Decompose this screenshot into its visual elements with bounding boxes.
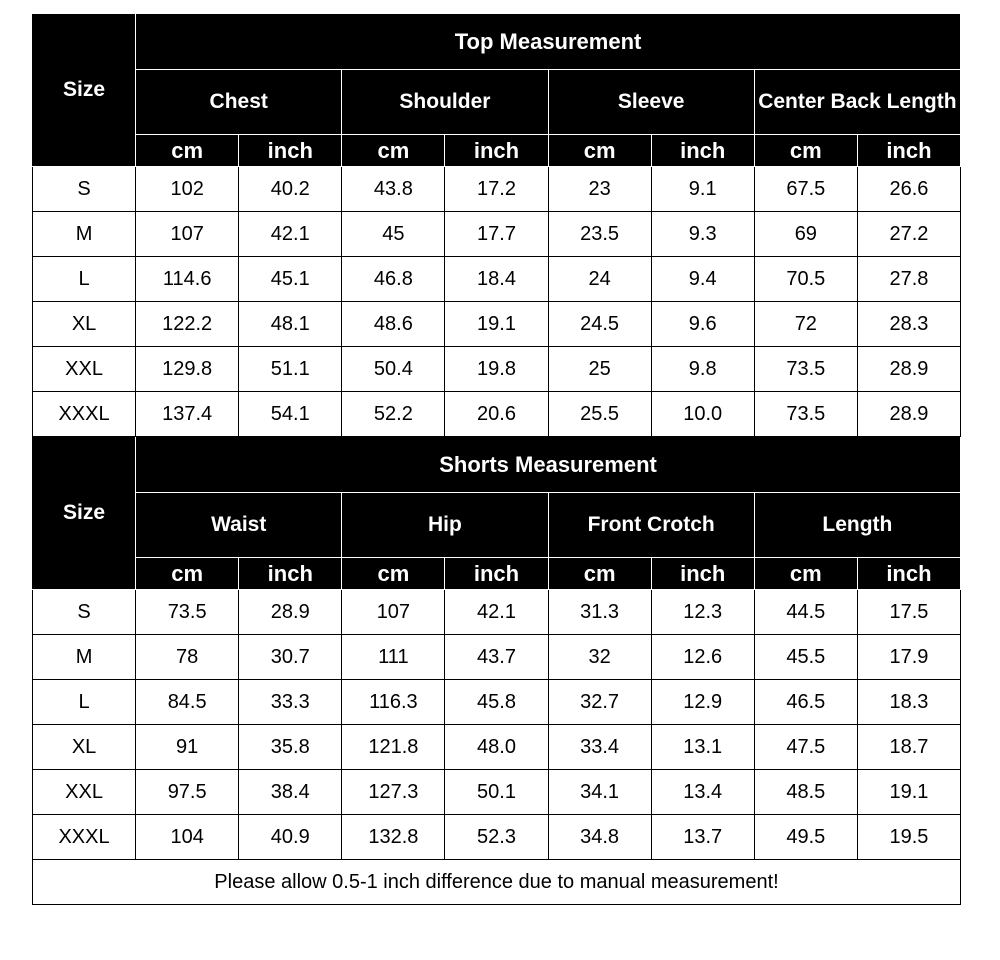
measurement-cell: 27.2: [857, 212, 960, 257]
measurement-cell: 114.6: [136, 257, 239, 302]
measurement-cell: 17.2: [445, 167, 548, 212]
measurement-cell: 107: [136, 212, 239, 257]
size-cell: XXL: [33, 347, 136, 392]
unit-inch-header: inch: [445, 135, 548, 167]
table-row: [33, 725, 961, 770]
measurement-cell: 43.8: [342, 167, 445, 212]
unit-inch-header: inch: [857, 135, 960, 167]
measurement-cell: 121.8: [342, 725, 445, 770]
measurement-cell: 46.8: [342, 257, 445, 302]
note-row: [33, 860, 961, 905]
measurement-cell: 73.5: [754, 392, 857, 437]
measurement-cell: 33.3: [239, 680, 342, 725]
unit-cm-header: cm: [548, 558, 651, 590]
measurement-cell: 52.3: [445, 815, 548, 860]
measurement-cell: 19.8: [445, 347, 548, 392]
measurement-cell: 28.9: [239, 590, 342, 635]
measurement-cell: 78: [136, 635, 239, 680]
measurement-cell: 84.5: [136, 680, 239, 725]
measurement-cell: 25: [548, 347, 651, 392]
table-row: [33, 635, 961, 680]
measurement-cell: 28.9: [857, 347, 960, 392]
measurement-cell: 107: [342, 590, 445, 635]
measurement-cell: 129.8: [136, 347, 239, 392]
measurement-cell: 69: [754, 212, 857, 257]
shorts-group-header: Waist: [136, 493, 342, 558]
measurement-cell: 13.1: [651, 725, 754, 770]
measurement-cell: 38.4: [239, 770, 342, 815]
measurement-cell: 32: [548, 635, 651, 680]
table-row: [33, 167, 961, 212]
measurement-cell: 13.4: [651, 770, 754, 815]
table-row: [33, 392, 961, 437]
unit-cm-header: cm: [548, 135, 651, 167]
top-section-title: Top Measurement: [136, 14, 961, 70]
measurement-cell: 44.5: [754, 590, 857, 635]
size-cell: XXL: [33, 770, 136, 815]
measurement-cell: 31.3: [548, 590, 651, 635]
measurement-cell: 24.5: [548, 302, 651, 347]
measurement-cell: 19.1: [445, 302, 548, 347]
measurement-cell: 23: [548, 167, 651, 212]
measurement-cell: 17.9: [857, 635, 960, 680]
size-cell: M: [33, 212, 136, 257]
table-row: [33, 302, 961, 347]
shorts-group-header: Front Crotch: [548, 493, 754, 558]
measurement-cell: 137.4: [136, 392, 239, 437]
measurement-cell: 28.3: [857, 302, 960, 347]
unit-inch-header: inch: [857, 558, 960, 590]
measurement-cell: 19.5: [857, 815, 960, 860]
top-title-row: [33, 14, 961, 70]
measurement-cell: 43.7: [445, 635, 548, 680]
size-cell: S: [33, 167, 136, 212]
size-cell: XL: [33, 725, 136, 770]
measurement-cell: 40.2: [239, 167, 342, 212]
top-unit-row: [33, 135, 961, 167]
measurement-cell: 12.6: [651, 635, 754, 680]
measurement-note: Please allow 0.5-1 inch difference due to manual measurement!: [33, 860, 961, 905]
measurement-cell: 24: [548, 257, 651, 302]
top-group-header: Sleeve: [548, 70, 754, 135]
measurement-cell: 49.5: [754, 815, 857, 860]
measurement-cell: 27.8: [857, 257, 960, 302]
measurement-cell: 18.4: [445, 257, 548, 302]
measurement-cell: 104: [136, 815, 239, 860]
measurement-cell: 48.5: [754, 770, 857, 815]
measurement-cell: 9.8: [651, 347, 754, 392]
measurement-cell: 48.6: [342, 302, 445, 347]
measurement-cell: 46.5: [754, 680, 857, 725]
measurement-cell: 72: [754, 302, 857, 347]
unit-inch-header: inch: [239, 135, 342, 167]
measurement-cell: 33.4: [548, 725, 651, 770]
unit-cm-header: cm: [136, 135, 239, 167]
measurement-cell: 17.5: [857, 590, 960, 635]
unit-cm-header: cm: [342, 135, 445, 167]
top-group-header: Chest: [136, 70, 342, 135]
measurement-cell: 9.1: [651, 167, 754, 212]
size-cell: XXXL: [33, 392, 136, 437]
table-row: [33, 257, 961, 302]
measurement-cell: 18.3: [857, 680, 960, 725]
measurement-cell: 48.0: [445, 725, 548, 770]
measurement-cell: 9.6: [651, 302, 754, 347]
measurement-cell: 132.8: [342, 815, 445, 860]
unit-inch-header: inch: [651, 558, 754, 590]
measurement-cell: 26.6: [857, 167, 960, 212]
top-group-header: Shoulder: [342, 70, 548, 135]
measurement-cell: 12.3: [651, 590, 754, 635]
measurement-cell: 32.7: [548, 680, 651, 725]
measurement-cell: 10.0: [651, 392, 754, 437]
measurement-cell: 40.9: [239, 815, 342, 860]
shorts-section-title: Shorts Measurement: [136, 437, 961, 493]
measurement-cell: 67.5: [754, 167, 857, 212]
measurement-cell: 23.5: [548, 212, 651, 257]
unit-cm-header: cm: [754, 558, 857, 590]
measurement-cell: 34.1: [548, 770, 651, 815]
measurement-cell: 50.4: [342, 347, 445, 392]
measurement-cell: 28.9: [857, 392, 960, 437]
measurement-cell: 30.7: [239, 635, 342, 680]
unit-cm-header: cm: [136, 558, 239, 590]
table-row: [33, 347, 961, 392]
table-row: [33, 815, 961, 860]
measurement-cell: 70.5: [754, 257, 857, 302]
table-row: [33, 590, 961, 635]
measurement-cell: 116.3: [342, 680, 445, 725]
table-row: [33, 680, 961, 725]
table-row: [33, 212, 961, 257]
measurement-cell: 19.1: [857, 770, 960, 815]
size-cell: XL: [33, 302, 136, 347]
size-cell: XXXL: [33, 815, 136, 860]
shorts-title-row: [33, 437, 961, 493]
measurement-cell: 35.8: [239, 725, 342, 770]
measurement-cell: 73.5: [754, 347, 857, 392]
measurement-cell: 18.7: [857, 725, 960, 770]
measurement-cell: 73.5: [136, 590, 239, 635]
unit-cm-header: cm: [754, 135, 857, 167]
measurement-cell: 45: [342, 212, 445, 257]
size-cell: M: [33, 635, 136, 680]
measurement-cell: 20.6: [445, 392, 548, 437]
measurement-cell: 25.5: [548, 392, 651, 437]
measurement-cell: 13.7: [651, 815, 754, 860]
unit-inch-header: inch: [445, 558, 548, 590]
table-row: [33, 770, 961, 815]
measurement-cell: 45.8: [445, 680, 548, 725]
measurement-cell: 9.4: [651, 257, 754, 302]
unit-inch-header: inch: [239, 558, 342, 590]
top-group-header: Center Back Length: [754, 70, 960, 135]
unit-cm-header: cm: [342, 558, 445, 590]
shorts-group-header: Length: [754, 493, 960, 558]
shorts-group-header: Hip: [342, 493, 548, 558]
measurement-cell: 50.1: [445, 770, 548, 815]
measurement-cell: 45.5: [754, 635, 857, 680]
top-group-row: [33, 70, 961, 135]
size-chart-table: [32, 13, 961, 905]
shorts-unit-row: [33, 558, 961, 590]
measurement-cell: 111: [342, 635, 445, 680]
measurement-cell: 91: [136, 725, 239, 770]
measurement-cell: 54.1: [239, 392, 342, 437]
size-cell: S: [33, 590, 136, 635]
size-cell: L: [33, 257, 136, 302]
measurement-cell: 51.1: [239, 347, 342, 392]
top-size-header: Size: [33, 14, 136, 167]
measurement-cell: 47.5: [754, 725, 857, 770]
shorts-size-header: Size: [33, 437, 136, 590]
measurement-cell: 102: [136, 167, 239, 212]
measurement-cell: 48.1: [239, 302, 342, 347]
measurement-cell: 34.8: [548, 815, 651, 860]
measurement-cell: 97.5: [136, 770, 239, 815]
measurement-cell: 12.9: [651, 680, 754, 725]
unit-inch-header: inch: [651, 135, 754, 167]
measurement-cell: 42.1: [445, 590, 548, 635]
measurement-cell: 42.1: [239, 212, 342, 257]
measurement-cell: 52.2: [342, 392, 445, 437]
measurement-cell: 45.1: [239, 257, 342, 302]
size-cell: L: [33, 680, 136, 725]
measurement-cell: 9.3: [651, 212, 754, 257]
measurement-cell: 127.3: [342, 770, 445, 815]
measurement-cell: 17.7: [445, 212, 548, 257]
measurement-cell: 122.2: [136, 302, 239, 347]
shorts-group-row: [33, 493, 961, 558]
